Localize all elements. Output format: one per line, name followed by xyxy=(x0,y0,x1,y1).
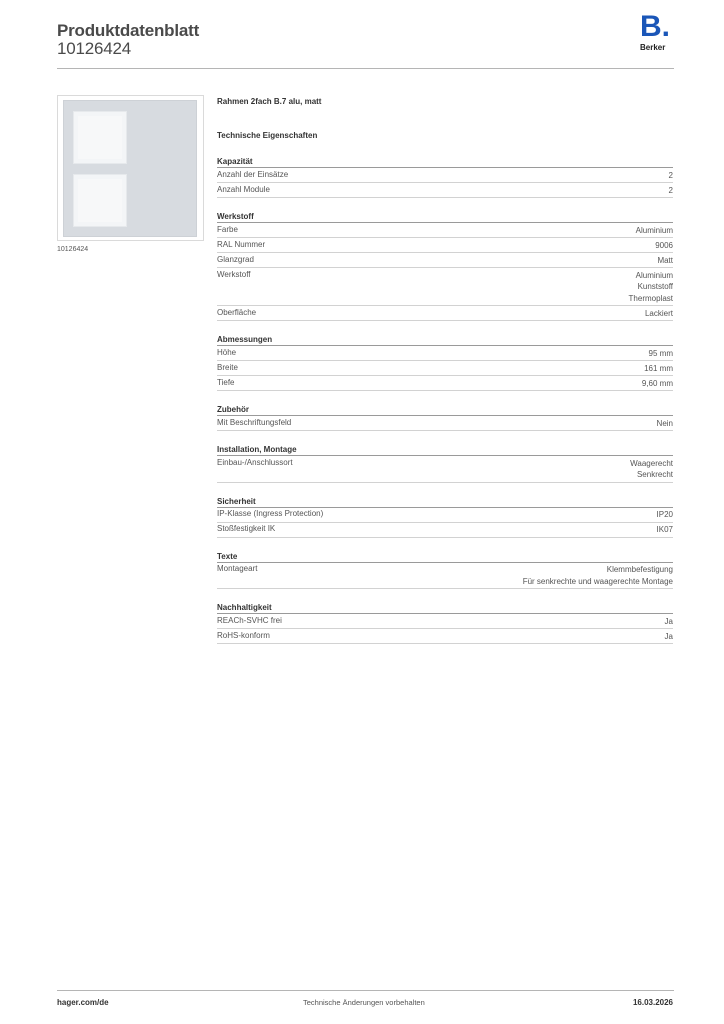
spec-value-line: IP20 xyxy=(656,510,673,519)
spec-value xyxy=(657,509,673,521)
spec-value xyxy=(657,255,673,267)
spec-value xyxy=(669,170,673,182)
logo-mark: B. xyxy=(640,10,670,43)
logo-brand: Berker xyxy=(640,43,666,52)
spec-value-line: Aluminium xyxy=(635,225,673,235)
frame-insert-bottom xyxy=(78,179,122,222)
spec-row xyxy=(217,614,673,629)
spec-value xyxy=(630,458,673,481)
spec-value-line: Senkrecht xyxy=(636,470,673,479)
spec-row xyxy=(217,629,673,644)
spec-value-line: 161 mm xyxy=(644,363,673,373)
spec-value xyxy=(657,524,673,536)
spec-value-line: Aluminium xyxy=(635,270,673,280)
section-title: Sicherheit xyxy=(217,497,673,508)
spec-value-line: Waagerecht xyxy=(630,458,673,468)
section-title: Nachhaltigkeit xyxy=(217,603,673,614)
spec-row xyxy=(217,361,673,376)
spec-label: Tiefe xyxy=(217,377,235,387)
product-image xyxy=(57,95,204,241)
spec-value-line: 2 xyxy=(668,170,673,180)
spec-label: Glanzgrad xyxy=(217,254,254,264)
section-title: Werkstoff xyxy=(217,212,673,223)
spec-label: Einbau-/Anschlussort xyxy=(217,457,293,467)
spec-value xyxy=(665,631,673,643)
spec-row xyxy=(217,253,673,268)
frame-plate-icon xyxy=(63,100,197,237)
spec-row xyxy=(217,183,673,198)
spec-value xyxy=(649,348,673,360)
product-content xyxy=(217,97,673,644)
footer-website: hager.com/de xyxy=(57,998,109,1007)
footer-disclaimer: Technische Änderungen vorbehalten xyxy=(303,998,425,1007)
spec-value-line: Ja xyxy=(664,616,673,626)
spec-row xyxy=(217,563,673,590)
spec-label: Oberfläche xyxy=(217,307,257,317)
spec-section xyxy=(217,552,673,590)
footer-divider xyxy=(57,990,674,991)
spec-section xyxy=(217,405,673,431)
section-title: Abmessungen xyxy=(217,335,673,346)
spec-value xyxy=(642,378,673,390)
spec-label: Stoßfestigkeit IK xyxy=(217,524,276,533)
section-title: Zubehör xyxy=(217,405,673,416)
spec-row xyxy=(217,523,673,538)
spec-label: IP-Klasse (Ingress Protection) xyxy=(217,509,324,518)
spec-value-line: Lackiert xyxy=(644,308,673,318)
frame-opening-bottom xyxy=(73,174,127,227)
spec-label: Höhe xyxy=(217,347,237,357)
spec-value-line: Matt xyxy=(657,255,673,265)
spec-label: RAL Nummer xyxy=(217,239,266,249)
page-title: Produktdatenblatt xyxy=(57,21,200,40)
berker-logo xyxy=(640,10,674,54)
spec-value xyxy=(669,185,673,197)
spec-row xyxy=(217,508,673,523)
spec-section xyxy=(217,445,673,483)
product-name: Rahmen 2fach B.7 alu, matt xyxy=(217,97,322,106)
spec-label: Mit Beschriftungsfeld xyxy=(217,417,292,427)
spec-label: RoHS-konform xyxy=(217,630,270,640)
spec-value-line: Thermoplast xyxy=(628,293,673,303)
spec-label: Anzahl der Einsätze xyxy=(217,169,289,179)
spec-row xyxy=(217,168,673,183)
section-title: Installation, Montage xyxy=(217,445,673,456)
spec-label: Breite xyxy=(217,362,238,372)
spec-section xyxy=(217,212,673,321)
spec-value-line: Für senkrechte und waagerechte Montage xyxy=(522,576,673,586)
spec-value-line: Ja xyxy=(664,631,673,641)
image-caption: 10126424 xyxy=(57,246,89,253)
spec-section xyxy=(217,335,673,391)
spec-row xyxy=(217,416,673,431)
spec-section xyxy=(217,497,673,538)
spec-value-line: 9,60 mm xyxy=(641,378,673,388)
spec-label: REACh-SVHC frei xyxy=(217,615,282,625)
product-number: 10126424 xyxy=(57,39,132,58)
section-title: Texte xyxy=(217,552,673,563)
spec-value xyxy=(665,616,673,628)
spec-value-line: Klemmbefestigung xyxy=(606,565,673,574)
spec-value-line: 9006 xyxy=(655,240,673,250)
spec-value xyxy=(523,564,673,587)
spec-value-line: IK07 xyxy=(656,525,673,534)
spec-section xyxy=(217,603,673,644)
spec-row xyxy=(217,456,673,483)
spec-value xyxy=(657,418,673,430)
section-heading: Technische Eigenschaften xyxy=(217,131,318,140)
spec-value xyxy=(645,308,673,320)
spec-row xyxy=(217,306,673,321)
frame-opening-top xyxy=(73,111,127,164)
spec-value-line: 95 mm xyxy=(648,348,673,358)
frame-insert-top xyxy=(78,116,122,159)
spec-sections xyxy=(217,157,673,644)
spec-row xyxy=(217,268,673,306)
spec-row xyxy=(217,238,673,253)
spec-value-line: Kunststoff xyxy=(637,282,673,291)
spec-value xyxy=(655,240,673,252)
spec-row xyxy=(217,346,673,361)
footer-date: 16.03.2026 xyxy=(632,998,673,1007)
spec-label: Werkstoff xyxy=(217,269,251,279)
spec-label: Farbe xyxy=(217,224,238,234)
spec-row xyxy=(217,223,673,238)
spec-value-line: Nein xyxy=(656,418,673,428)
spec-value xyxy=(629,270,673,305)
spec-row xyxy=(217,376,673,391)
spec-value-line: 2 xyxy=(668,185,673,195)
section-title: Kapazität xyxy=(217,157,673,168)
spec-label: Anzahl Module xyxy=(217,184,270,194)
spec-label: Montageart xyxy=(217,564,258,573)
spec-value xyxy=(636,225,673,237)
header-divider xyxy=(57,68,674,69)
spec-value xyxy=(644,363,673,375)
spec-section xyxy=(217,157,673,198)
